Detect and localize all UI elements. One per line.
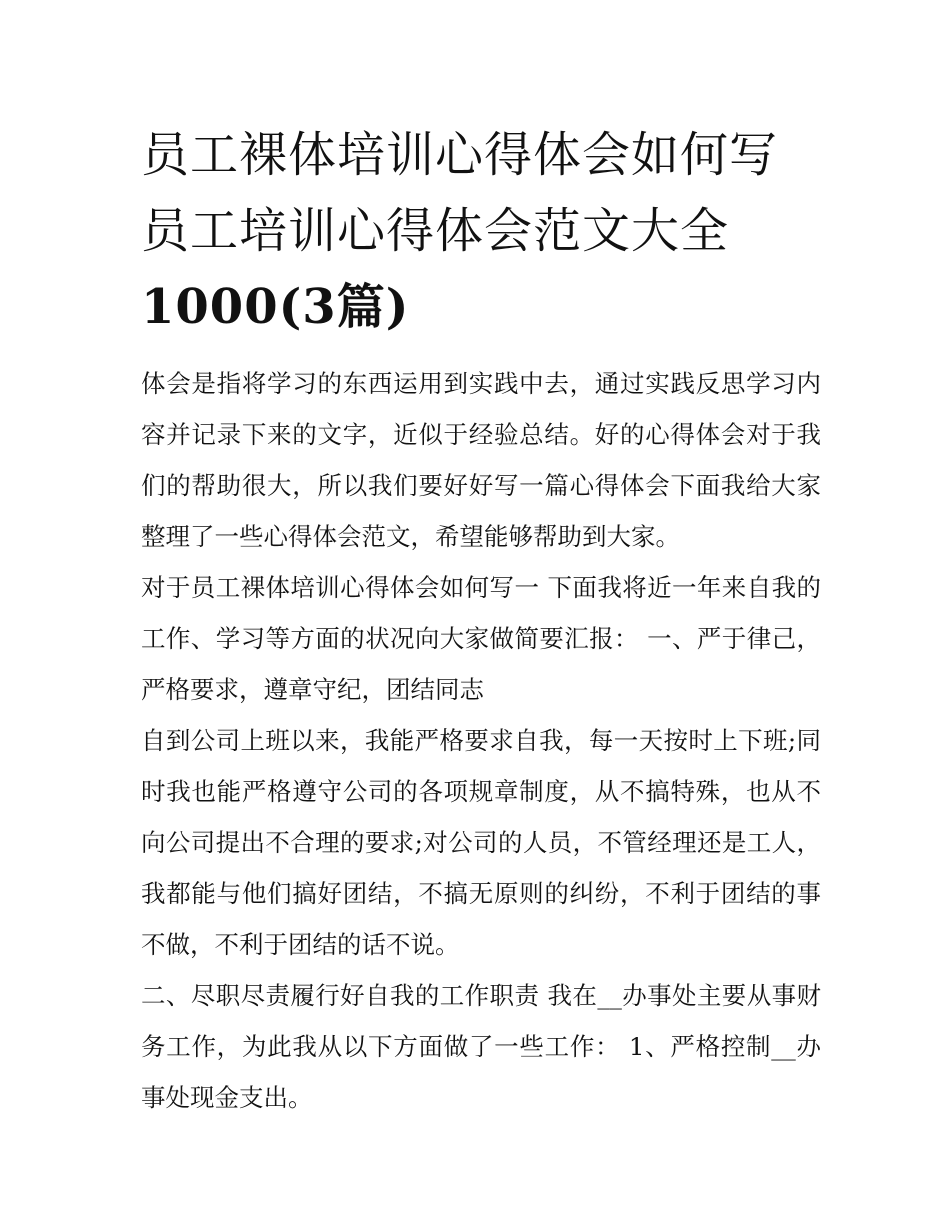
paragraph-report-intro: 对于员工裸体培训心得体会如何写一 下面我将近一年来自我的工作、学习等方面的状况向大家做简要汇报： 一、严于律己，严格要求，遵章守纪，团结同志 [141,573,821,704]
title-line-1: 员工裸体培训心得体会如何写 [141,127,779,183]
title-line-3: 1000(3篇) [141,279,410,335]
document-title [141,117,821,345]
paragraph-discipline: 自到公司上班以来，我能严格要求自我，每一天按时上下班;同时我也能严格遵守公司的各项规章制度，从不搞特殊，也从不向公司提出不合理的要求;对公司的人员，不管经理还是工人，我都能与他们搞好团结，不搞无原则的纠纷，不利于团结的事不做，不利于团结的话不说。 [141,726,821,959]
title-line-2: 员工培训心得体会范文大全 [141,203,730,259]
paragraph-duties: 二、尽职尽责履行好自我的工作职责 我在__办事处主要从事财务工作，为此我从以下方面做了一些工作： 1、严格控制__办事处现金支出。 [141,981,821,1112]
document-content [141,117,821,1123]
document-body [141,358,821,1123]
paragraph-intro: 体会是指将学习的东西运用到实践中去，通过实践反思学习内容并记录下来的文字，近似于经验总结。好的心得体会对于我们的帮助很大，所以我们要好好写一篇心得体会下面我给大家整理了一些心得体会范文，希望能够帮助到大家。 [141,369,821,551]
